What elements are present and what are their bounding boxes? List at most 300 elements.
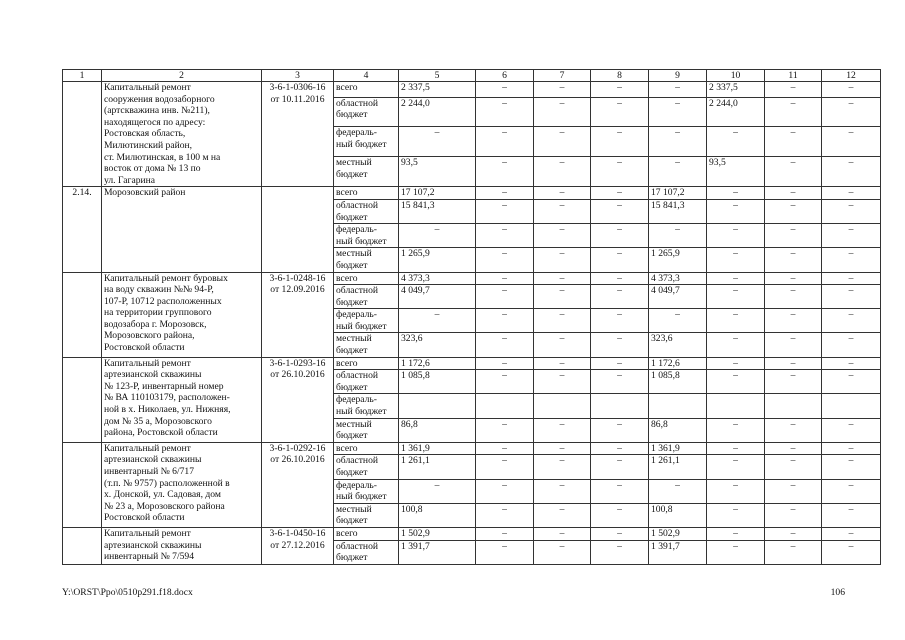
value-cell-c9: 1 502,9 [649, 527, 707, 540]
item-name-line: Морозовский район [104, 187, 186, 199]
value-cell-c8: – [591, 479, 649, 503]
value-cell-c6: – [476, 540, 534, 564]
value-cell-c11: – [765, 370, 822, 394]
value-cell-c10: – [707, 479, 765, 503]
value-cell-c10: – [707, 527, 765, 540]
item-name-line: 107-Р, 10712 расположенных [104, 295, 222, 307]
value-cell-c6: – [476, 199, 534, 223]
value-cell-c9: 4 373,3 [649, 272, 707, 285]
funding-source-line: областной [336, 285, 379, 297]
value-cell-c12: – [822, 442, 881, 455]
funding-source-line: местный [336, 418, 372, 430]
funding-source-line: всего [336, 82, 358, 93]
value-cell-c11: – [765, 479, 822, 503]
table-row [63, 357, 881, 370]
item-name-line: инвентарный № 7/594 [104, 551, 195, 563]
item-name-line: № 23 а, Морозовского района [104, 500, 225, 512]
value-cell-c7: – [534, 82, 591, 98]
value-cell-c8: – [591, 248, 649, 272]
value-cell-c7: – [534, 455, 591, 479]
value-cell-c6: – [476, 97, 534, 127]
value-cell-c7: – [534, 527, 591, 540]
funding-source-line: бюджет [336, 211, 368, 223]
item-name-line: на воду скважин №№ 94-Р, [104, 284, 214, 296]
value-cell-c10: – [707, 285, 765, 309]
item-name-line: находящегося по адресу: [104, 116, 206, 128]
document-ref-line: от 27.12.2016 [270, 539, 325, 551]
value-cell-c8: – [591, 157, 649, 187]
funding-source-line: всего [336, 187, 358, 199]
value-cell-c9: 1 085,8 [649, 370, 707, 394]
funding-source-line: областной [336, 455, 379, 467]
funding-source-line: бюджет [336, 345, 368, 357]
value-cell-c5: – [399, 479, 476, 503]
table-row [63, 272, 881, 285]
value-cell-c11: – [765, 199, 822, 223]
item-name-line: инвентарный № 6/717 [104, 466, 195, 477]
value-cell-c7: – [534, 503, 591, 527]
value-cell-c11: – [765, 418, 822, 442]
value-cell-c6: – [476, 357, 534, 370]
value-cell-c7: – [534, 357, 591, 370]
file-path: Y:\ORST\Ppo\0510p291.f18.docx [62, 587, 193, 598]
value-cell-c6: – [476, 157, 534, 187]
value-cell-c12: – [822, 333, 881, 357]
table-row [63, 527, 881, 540]
value-cell-c9: 100,8 [649, 503, 707, 527]
item-name-line: восток от дома № 13 по [104, 163, 201, 175]
value-cell-c5: 1 261,1 [399, 455, 476, 479]
value-cell-c7: – [534, 540, 591, 564]
value-cell-c8: – [591, 97, 649, 127]
document-ref-line: от 12.09.2016 [270, 284, 325, 296]
value-cell-c9: 1 265,9 [649, 248, 707, 272]
value-cell-c8 [591, 394, 649, 418]
value-cell-c8: – [591, 187, 649, 200]
value-cell-c7 [534, 394, 591, 418]
value-cell-c11: – [765, 97, 822, 127]
value-cell-c6: – [476, 224, 534, 248]
value-cell-c11: – [765, 272, 822, 285]
funding-source-line: федераль- [336, 224, 377, 236]
value-cell-c11: – [765, 503, 822, 527]
value-cell-c10: – [707, 442, 765, 455]
value-cell-c12: – [822, 248, 881, 272]
value-cell-c9: 1 361,9 [649, 442, 707, 455]
value-cell-c10: – [707, 248, 765, 272]
column-header: 9 [649, 70, 707, 82]
value-cell-c9: – [649, 82, 707, 98]
value-cell-c10: – [707, 333, 765, 357]
value-cell-c12: – [822, 418, 881, 442]
item-number [63, 357, 102, 442]
value-cell-c10: – [707, 418, 765, 442]
value-cell-c5: 86,8 [399, 418, 476, 442]
value-cell-c12: – [822, 187, 881, 200]
value-cell-c8: – [591, 418, 649, 442]
value-cell-c11: – [765, 357, 822, 370]
value-cell-c8: – [591, 357, 649, 370]
budget-table [62, 69, 881, 565]
value-cell-c7: – [534, 187, 591, 200]
value-cell-c6: – [476, 82, 534, 98]
value-cell-c7: – [534, 97, 591, 127]
item-name-line: Ростовской области [104, 342, 185, 354]
value-cell-c8: – [591, 224, 649, 248]
value-cell-c10: – [707, 187, 765, 200]
value-cell-c10: 93,5 [707, 157, 765, 187]
funding-source [334, 357, 399, 370]
value-cell-c8: – [591, 540, 649, 564]
value-cell-c8: – [591, 127, 649, 157]
value-cell-c11: – [765, 333, 822, 357]
item-name-line: Ростовская область, [104, 128, 186, 140]
funding-source [334, 199, 399, 223]
value-cell-c5: 4 373,3 [399, 272, 476, 285]
item-name-line: Капитальный ремонт [104, 357, 191, 369]
header-row [63, 70, 881, 82]
value-cell-c8: – [591, 527, 649, 540]
value-cell-c5: 17 107,2 [399, 187, 476, 200]
funding-source-line: бюджет [336, 381, 368, 393]
value-cell-c9: 1 172,6 [649, 357, 707, 370]
value-cell-c10: 2 244,0 [707, 97, 765, 127]
value-cell-c7: – [534, 157, 591, 187]
value-cell-c6: – [476, 187, 534, 200]
value-cell-c10 [707, 394, 765, 418]
value-cell-c12: – [822, 224, 881, 248]
document-ref-line: 3-6-1-0306-16 [269, 82, 326, 93]
value-cell-c10: – [707, 370, 765, 394]
value-cell-c12: – [822, 357, 881, 370]
item-name-line: Ростовской области [104, 512, 185, 524]
item-name-line: х. Донской, ул. Садовая, дом [104, 489, 221, 501]
value-cell-c9: – [649, 224, 707, 248]
value-cell-c11: – [765, 157, 822, 187]
item-name [102, 187, 262, 272]
value-cell-c11: – [765, 127, 822, 157]
item-name [102, 82, 262, 187]
value-cell-c7: – [534, 309, 591, 333]
table-row [63, 442, 881, 455]
value-cell-c5: 2 244,0 [399, 97, 476, 127]
item-number [63, 82, 102, 187]
value-cell-c12: – [822, 503, 881, 527]
document-ref-line: 3-6-1-0450-16 [269, 527, 326, 539]
value-cell-c7: – [534, 248, 591, 272]
value-cell-c7: – [534, 418, 591, 442]
value-cell-c11: – [765, 224, 822, 248]
value-cell-c6 [476, 394, 534, 418]
funding-source-line: бюджет [336, 467, 368, 478]
item-name-line: на территории группового [104, 307, 212, 319]
value-cell-c10: – [707, 224, 765, 248]
funding-source [334, 187, 399, 200]
value-cell-c7: – [534, 199, 591, 223]
item-name [102, 442, 262, 527]
value-cell-c10: – [707, 540, 765, 564]
value-cell-c12: – [822, 370, 881, 394]
value-cell-c7: – [534, 442, 591, 455]
value-cell-c12 [822, 394, 881, 418]
value-cell-c6: – [476, 442, 534, 455]
funding-source-line: бюджет [336, 430, 368, 442]
value-cell-c9: 323,6 [649, 333, 707, 357]
item-name-line: дом № 35 а, Морозовского [104, 415, 212, 427]
funding-source-line: областной [336, 370, 379, 382]
item-name-line: артезианской скважины [104, 454, 202, 466]
item-name-line: ной в х. Николаев, ул. Нижняя, [104, 404, 231, 416]
value-cell-c11: – [765, 527, 822, 540]
value-cell-c6: – [476, 285, 534, 309]
value-cell-c11: – [765, 442, 822, 455]
value-cell-c6: – [476, 127, 534, 157]
value-cell-c6: – [476, 479, 534, 503]
funding-source [334, 503, 399, 527]
column-header: 10 [707, 70, 765, 82]
funding-source-line: местный [336, 333, 372, 345]
value-cell-c6: – [476, 418, 534, 442]
item-name-line: ул. Гагарина [104, 174, 156, 186]
value-cell-c5: – [399, 224, 476, 248]
document-ref [262, 357, 334, 442]
table-row [63, 187, 881, 200]
document-ref [262, 527, 334, 564]
value-cell-c7: – [534, 370, 591, 394]
item-number: 2.14. [63, 187, 102, 272]
value-cell-c12: – [822, 527, 881, 540]
funding-source [334, 479, 399, 503]
funding-source-line: ный бюджет [336, 406, 387, 418]
funding-source-line: бюджет [336, 296, 368, 308]
funding-source-line: всего [336, 527, 358, 539]
column-header: 11 [765, 70, 822, 82]
column-header: 4 [334, 70, 399, 82]
document-ref-line: 3-6-1-0293-16 [269, 357, 326, 369]
item-name-line: артезианской скважины [104, 539, 202, 551]
funding-source-line: бюджет [336, 552, 368, 564]
value-cell-c12: – [822, 272, 881, 285]
funding-source [334, 248, 399, 272]
funding-source [334, 224, 399, 248]
item-number [63, 272, 102, 357]
funding-source [334, 455, 399, 479]
value-cell-c9: – [649, 157, 707, 187]
value-cell-c8: – [591, 455, 649, 479]
funding-source-line: всего [336, 357, 358, 369]
document-ref-line: от 26.10.2016 [270, 369, 325, 381]
value-cell-c12: – [822, 157, 881, 187]
document-ref-line: 3-6-1-0248-16 [269, 272, 326, 284]
funding-source-line: областной [336, 540, 379, 552]
value-cell-c5: 1 361,9 [399, 442, 476, 455]
value-cell-c12: – [822, 540, 881, 564]
item-name [102, 527, 262, 564]
item-name-line: Капитальный ремонт [104, 442, 191, 454]
column-header: 8 [591, 70, 649, 82]
value-cell-c6: – [476, 455, 534, 479]
value-cell-c5: 323,6 [399, 333, 476, 357]
value-cell-c8: – [591, 285, 649, 309]
value-cell-c7: – [534, 333, 591, 357]
funding-source-line: ный бюджет [336, 491, 387, 503]
item-name-line: водозабора г. Морозовск, [104, 318, 207, 330]
value-cell-c11: – [765, 455, 822, 479]
value-cell-c5 [399, 394, 476, 418]
value-cell-c12: – [822, 82, 881, 98]
column-header: 5 [399, 70, 476, 82]
funding-source [334, 370, 399, 394]
column-header: 7 [534, 70, 591, 82]
funding-source-line: всего [336, 442, 358, 454]
value-cell-c5: 1 502,9 [399, 527, 476, 540]
value-cell-c9: 1 261,1 [649, 455, 707, 479]
value-cell-c10: – [707, 272, 765, 285]
funding-source-line: федераль- [336, 309, 377, 321]
value-cell-c12: – [822, 309, 881, 333]
value-cell-c7: – [534, 224, 591, 248]
value-cell-c8: – [591, 442, 649, 455]
value-cell-c11 [765, 394, 822, 418]
value-cell-c8: – [591, 503, 649, 527]
document-ref-line: от 10.11.2016 [270, 93, 325, 105]
value-cell-c12: – [822, 455, 881, 479]
value-cell-c6: – [476, 527, 534, 540]
column-header: 1 [63, 70, 102, 82]
funding-source-line: федераль- [336, 394, 377, 406]
funding-source-line: бюджет [336, 259, 368, 271]
value-cell-c8: – [591, 272, 649, 285]
funding-source-line: местный [336, 157, 372, 169]
item-name-line: Капитальный ремонт буровых [104, 272, 228, 284]
value-cell-c9: – [649, 479, 707, 503]
column-header: 12 [822, 70, 881, 82]
value-cell-c8: – [591, 333, 649, 357]
value-cell-c9: – [649, 127, 707, 157]
value-cell-c8: – [591, 82, 649, 98]
value-cell-c12: – [822, 199, 881, 223]
value-cell-c6: – [476, 503, 534, 527]
value-cell-c9: 4 049,7 [649, 285, 707, 309]
value-cell-c8: – [591, 309, 649, 333]
item-number [63, 442, 102, 527]
funding-source-line: областной [336, 199, 379, 211]
item-name-line: Морозовского района, [104, 330, 195, 342]
value-cell-c9: 86,8 [649, 418, 707, 442]
value-cell-c10: – [707, 309, 765, 333]
value-cell-c8: – [591, 370, 649, 394]
document-ref [262, 82, 334, 187]
funding-source [334, 527, 399, 540]
funding-source [334, 285, 399, 309]
item-name [102, 272, 262, 357]
value-cell-c9: – [649, 97, 707, 127]
value-cell-c6: – [476, 248, 534, 272]
value-cell-c10: – [707, 455, 765, 479]
funding-source [334, 442, 399, 455]
column-header: 2 [102, 70, 262, 82]
value-cell-c12: – [822, 127, 881, 157]
funding-source [334, 82, 399, 98]
document-ref [262, 187, 334, 272]
item-name-line: Милютинский район, [104, 139, 193, 151]
value-cell-c5: 4 049,7 [399, 285, 476, 309]
item-name-line: сооружения водозаборного [104, 93, 215, 105]
value-cell-c5: 93,5 [399, 157, 476, 187]
value-cell-c11: – [765, 285, 822, 309]
value-cell-c6: – [476, 333, 534, 357]
item-name-line: (т.п. № 9757) расположенной в [104, 477, 230, 489]
value-cell-c7: – [534, 285, 591, 309]
value-cell-c9 [649, 394, 707, 418]
value-cell-c5: 1 265,9 [399, 248, 476, 272]
funding-source-line: всего [336, 272, 358, 284]
value-cell-c6: – [476, 272, 534, 285]
value-cell-c10: – [707, 357, 765, 370]
value-cell-c9: 17 107,2 [649, 187, 707, 200]
funding-source [334, 309, 399, 333]
item-name-line: Капитальный ремонт [104, 82, 191, 93]
funding-source-line: бюджет [336, 109, 368, 121]
funding-source-line: бюджет [336, 168, 368, 180]
funding-source-line: ный бюджет [336, 320, 387, 332]
page-number: 106 [830, 587, 845, 598]
funding-source-line: местный [336, 503, 372, 515]
value-cell-c10: 2 337,5 [707, 82, 765, 98]
value-cell-c7: – [534, 127, 591, 157]
value-cell-c11: – [765, 309, 822, 333]
item-name [102, 357, 262, 442]
item-name-line: района, Ростовской области [104, 427, 218, 439]
funding-source-line: областной [336, 97, 379, 109]
value-cell-c5: – [399, 309, 476, 333]
value-cell-c5: 15 841,3 [399, 199, 476, 223]
value-cell-c5: 1 172,6 [399, 357, 476, 370]
item-name-line: артезианской скважины [104, 369, 202, 381]
value-cell-c7: – [534, 479, 591, 503]
value-cell-c5: 1 085,8 [399, 370, 476, 394]
value-cell-c10: – [707, 199, 765, 223]
value-cell-c5: – [399, 127, 476, 157]
column-header: 3 [262, 70, 334, 82]
value-cell-c10: – [707, 127, 765, 157]
funding-source [334, 127, 399, 157]
value-cell-c11: – [765, 187, 822, 200]
value-cell-c10: – [707, 503, 765, 527]
funding-source-line: федераль- [336, 479, 377, 491]
funding-source-line: ный бюджет [336, 235, 387, 247]
value-cell-c9: 1 391,7 [649, 540, 707, 564]
value-cell-c6: – [476, 309, 534, 333]
value-cell-c5: 100,8 [399, 503, 476, 527]
funding-source [334, 333, 399, 357]
table-row [63, 82, 881, 98]
document-ref-line: от 26.10.2016 [270, 454, 325, 466]
funding-source [334, 540, 399, 564]
value-cell-c9: – [649, 309, 707, 333]
funding-source [334, 97, 399, 127]
funding-source [334, 394, 399, 418]
value-cell-c7: – [534, 272, 591, 285]
value-cell-c8: – [591, 199, 649, 223]
funding-source-line: местный [336, 248, 372, 260]
value-cell-c5: 2 337,5 [399, 82, 476, 98]
item-name-line: (артскважина инв. №211), [104, 105, 210, 117]
item-name-line: № 123-Р, инвентарный номер [104, 380, 224, 392]
funding-source [334, 157, 399, 187]
value-cell-c5: 1 391,7 [399, 540, 476, 564]
document-ref [262, 442, 334, 527]
